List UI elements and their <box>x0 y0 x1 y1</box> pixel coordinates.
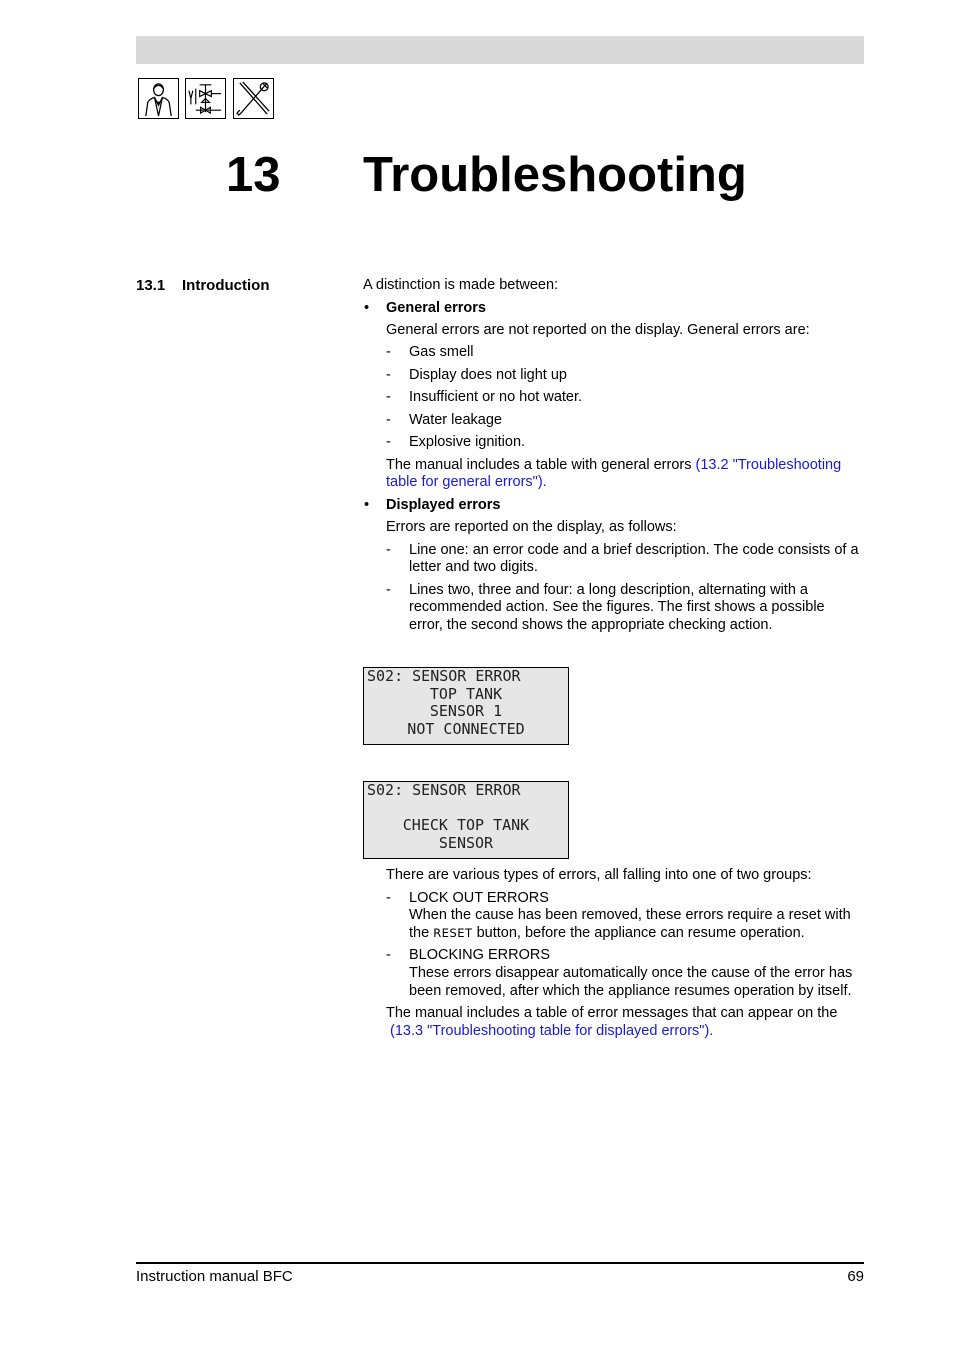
blocking-errors-desc: These errors disappear automatically once the cause of the error has <box>409 965 853 981</box>
dash: - <box>386 412 391 428</box>
lockout-errors-title: LOCK OUT ERRORS <box>409 890 549 906</box>
list-item-line: Lines two, three and four: a long description, alternating with a <box>409 582 808 598</box>
display-example-action <box>363 781 569 859</box>
dash: - <box>386 434 391 450</box>
general-errors-heading: General errors <box>386 300 486 316</box>
display-line: S02: SENSOR ERROR <box>367 781 521 799</box>
displayed-table-text: The manual includes a table of error messages that can appear on the <box>386 1005 838 1021</box>
bullet: • <box>364 497 370 513</box>
lockout-errors-desc: When the cause has been removed, these errors require a reset with <box>409 907 851 923</box>
list-item-line: error, the second shows the appropriate checking action. <box>409 617 773 633</box>
displayed-errors-heading: Displayed errors <box>386 497 501 513</box>
reset-button-label: RESET <box>433 926 473 940</box>
general-errors-table-link-cont[interactable]: table for general errors"). <box>386 474 547 490</box>
blocking-errors-title: BLOCKING ERRORS <box>409 947 550 963</box>
chapter-number: 13 <box>226 148 281 202</box>
page-number: 69 <box>847 1268 864 1285</box>
list-item-line: recommended action. See the figures. The first shows a possible <box>409 599 825 615</box>
text: button, before the appliance can resume operation. <box>472 925 805 941</box>
lockout-errors-desc-cont <box>409 925 805 943</box>
header-bar <box>136 36 864 64</box>
list-item: Display does not light up <box>409 367 567 383</box>
error-types-lead: There are various types of errors, all falling into one of two groups: <box>386 867 812 883</box>
section-number: 13.1 <box>136 277 166 294</box>
valve-installation-icon <box>185 78 226 119</box>
display-line: SENSOR 1 <box>429 702 503 721</box>
dash: - <box>386 582 391 598</box>
section-title: Introduction <box>182 277 270 294</box>
general-ref-line <box>386 457 841 475</box>
list-item-line: letter and two digits. <box>409 559 538 575</box>
general-errors-table-link[interactable]: (13.2 "Troubleshooting <box>695 457 842 473</box>
display-line: S02: SENSOR ERROR <box>367 667 521 685</box>
list-item: Gas smell <box>409 344 474 360</box>
dash: - <box>386 947 391 963</box>
blocking-errors-desc-cont: been removed, after which the appliance resumes operation by itself. <box>409 983 852 999</box>
chapter-title: Troubleshooting <box>363 148 747 202</box>
display-line: TOP TANK <box>429 684 503 703</box>
display-line: CHECK TOP TANK <box>402 816 530 835</box>
general-errors-lead: General errors are not reported on the display. General errors are: <box>386 322 810 338</box>
dash: - <box>386 367 391 383</box>
dash: - <box>386 389 391 405</box>
display-line: SENSOR <box>438 833 494 852</box>
display-example-error <box>363 667 569 745</box>
footer-rule <box>136 1262 864 1264</box>
tools-icon <box>233 78 274 119</box>
display-line: NOT CONNECTED <box>407 719 525 738</box>
list-item: Water leakage <box>409 412 502 428</box>
list-item-line: Line one: an error code and a brief description. The code consists of a <box>409 542 859 558</box>
general-ref-text: The manual includes a table with general errors <box>386 457 696 473</box>
footer-title: Instruction manual BFC <box>136 1268 293 1285</box>
displayed-errors-lead: Errors are reported on the display, as follows: <box>386 519 677 535</box>
list-item: Explosive ignition. <box>409 434 526 450</box>
dash: - <box>386 890 391 906</box>
intro-text: A distinction is made between: <box>363 277 559 293</box>
list-item: Insufficient or no hot water. <box>409 389 583 405</box>
dash: - <box>386 542 391 558</box>
text: the <box>409 925 434 941</box>
display-line <box>364 800 568 818</box>
displayed-errors-table-link[interactable]: (13.3 "Troubleshooting table for displayed errors"). <box>386 1023 714 1039</box>
dash: - <box>386 344 391 360</box>
bullet: • <box>364 300 370 316</box>
user-icon <box>138 78 179 119</box>
